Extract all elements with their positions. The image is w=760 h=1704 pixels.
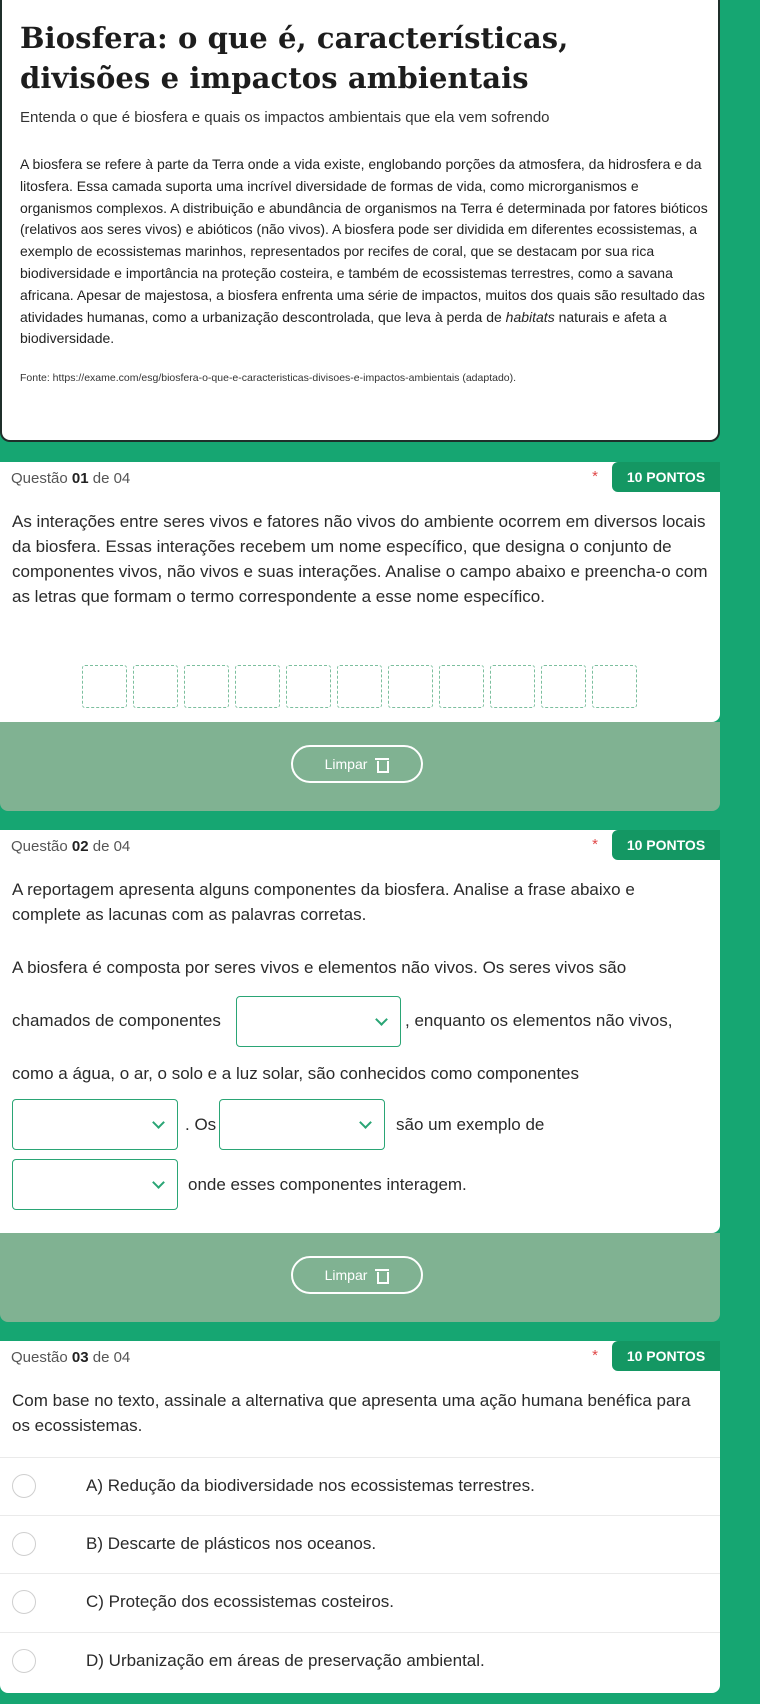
letter-box[interactable] bbox=[439, 665, 484, 708]
radio-button[interactable] bbox=[12, 1474, 36, 1498]
article-subtitle: Entenda o que é biosfera e quais os impactos ambientais que ela vem sofrendo bbox=[20, 109, 550, 126]
letter-box[interactable] bbox=[337, 665, 382, 708]
clear-button[interactable]: Limpar bbox=[291, 745, 423, 783]
dropdown-blank-3[interactable] bbox=[219, 1099, 385, 1150]
letter-box[interactable] bbox=[133, 665, 178, 708]
question-3-card bbox=[0, 1341, 720, 1693]
chevron-down-icon bbox=[152, 1176, 165, 1189]
sentence-line-1: A biosfera é composta por seres vivos e elementos não vivos. Os seres vivos são bbox=[12, 958, 627, 977]
letter-box[interactable] bbox=[541, 665, 586, 708]
italic-habitats: habitats bbox=[505, 308, 555, 325]
sentence-line-4b: são um exemplo de bbox=[396, 1115, 545, 1134]
chevron-down-icon bbox=[359, 1116, 372, 1129]
question-2-text: A reportagem apresenta alguns componentes da biosfera. Analise a frase abaixo e complete as lacunas com as palavras corretas. bbox=[12, 880, 635, 924]
chevron-down-icon bbox=[375, 1013, 388, 1026]
sentence-line-5: onde esses componentes interagem. bbox=[188, 1175, 467, 1194]
required-star: * bbox=[592, 468, 598, 485]
option-b[interactable]: B) Descarte de plásticos nos oceanos. bbox=[0, 1515, 720, 1573]
article-body: A biosfera se refere à parte da Terra onde a vida existe, englobando porções da atmosfera, da hidrosfera e da litosfera. Essa camada suporta uma incrível diversidade de formas de vida, como microrganismos e organismos complexos. A distribuição e abundância de organismos na Terra é determinada por fatores bióticos (relativos aos seres vivos) e abióticos (não vivos). A biosfera pode ser dividida em diferentes ecossistemas, a exemplo de ecossistemas marinhos, representados por recifes de coral, que se destacam por sua rica biodiversidade e importância na proteção costeira, e também de ecossistemas terrestres, como a savana africana. Apesar de majestosa, a biosfera enfrenta uma série de impactos, muitos dos quais são resultado das atividades humanas, como a urbanização descontrolada, que leva à perda de habitats naturais e afeta a biodiversidade. bbox=[20, 156, 708, 347]
question-2-points-badge: 10 PONTOS bbox=[612, 830, 720, 860]
question-3-header: Questão 03 de 04 * 10 PONTOS bbox=[0, 1341, 720, 1371]
sentence-line-3: como a água, o ar, o solo e a luz solar, são conhecidos como componentes bbox=[12, 1064, 580, 1083]
letter-box[interactable] bbox=[82, 665, 127, 708]
required-star: * bbox=[592, 1347, 598, 1364]
question-1-card bbox=[0, 462, 720, 722]
question-2-number: 02 bbox=[71, 838, 89, 855]
letter-box[interactable] bbox=[388, 665, 433, 708]
chevron-down-icon bbox=[152, 1116, 165, 1129]
question-2-header: Questão 02 de 04 * 10 PONTOS bbox=[0, 830, 720, 860]
letter-box[interactable] bbox=[490, 665, 535, 708]
sentence-line-2b: , enquanto os elementos não vivos, bbox=[405, 1011, 673, 1030]
question-1-points-badge: 10 PONTOS bbox=[612, 462, 720, 492]
letter-box[interactable] bbox=[235, 665, 280, 708]
article-title: Biosfera: o que é, características, divisões e impactos ambientais bbox=[20, 21, 569, 95]
article-source: Fonte: https://exame.com/esg/biosfera-o-que-e-caracteristicas-divisoes-e-impactos-ambientais (adaptado). bbox=[20, 372, 517, 385]
option-d[interactable]: D) Urbanização em áreas de preservação ambiental. bbox=[0, 1632, 720, 1690]
letter-box[interactable] bbox=[286, 665, 331, 708]
question-2-card bbox=[0, 830, 720, 1233]
clear-button[interactable]: Limpar bbox=[291, 1256, 423, 1294]
question-1-text: As interações entre seres vivos e fatores não vivos do ambiente ocorrem em diversos locais da biosfera. Essas interações recebem um nome específico, que designa o conjunto de componentes vivos, não vivos e suas interações. Analise o campo abaixo e preencha-o com as letras que formam o termo correspondente a esse nome específico. bbox=[12, 512, 708, 606]
radio-button[interactable] bbox=[12, 1590, 36, 1614]
question-1-header: Questão 01 de 04 * 10 PONTOS bbox=[0, 462, 720, 492]
sentence-line-2a: chamados de componentes bbox=[12, 1011, 221, 1030]
question-3-number: 03 bbox=[71, 1349, 89, 1366]
question-1-footer bbox=[0, 722, 720, 811]
trash-icon bbox=[375, 1267, 389, 1283]
dropdown-blank-2[interactable] bbox=[12, 1099, 178, 1150]
trash-icon bbox=[375, 756, 389, 772]
letter-box[interactable] bbox=[184, 665, 229, 708]
required-star: * bbox=[592, 836, 598, 853]
question-1-number: 01 bbox=[71, 470, 89, 487]
option-a[interactable]: A) Redução da biodiversidade nos ecossistemas terrestres. bbox=[0, 1457, 720, 1515]
letter-boxes bbox=[82, 665, 637, 708]
question-3-points-badge: 10 PONTOS bbox=[612, 1341, 720, 1371]
dropdown-blank-1[interactable] bbox=[236, 996, 401, 1047]
sentence-line-4a: . Os bbox=[185, 1115, 217, 1134]
option-c[interactable]: C) Proteção dos ecossistemas costeiros. bbox=[0, 1573, 720, 1631]
question-3-text: Com base no texto, assinale a alternativa que apresenta uma ação humana benéfica para os ecossistemas. bbox=[12, 1391, 691, 1435]
question-2-footer bbox=[0, 1233, 720, 1322]
radio-button[interactable] bbox=[12, 1532, 36, 1556]
dropdown-blank-4[interactable] bbox=[12, 1159, 178, 1210]
letter-box[interactable] bbox=[592, 665, 637, 708]
article-card bbox=[0, 0, 720, 442]
radio-button[interactable] bbox=[12, 1649, 36, 1673]
